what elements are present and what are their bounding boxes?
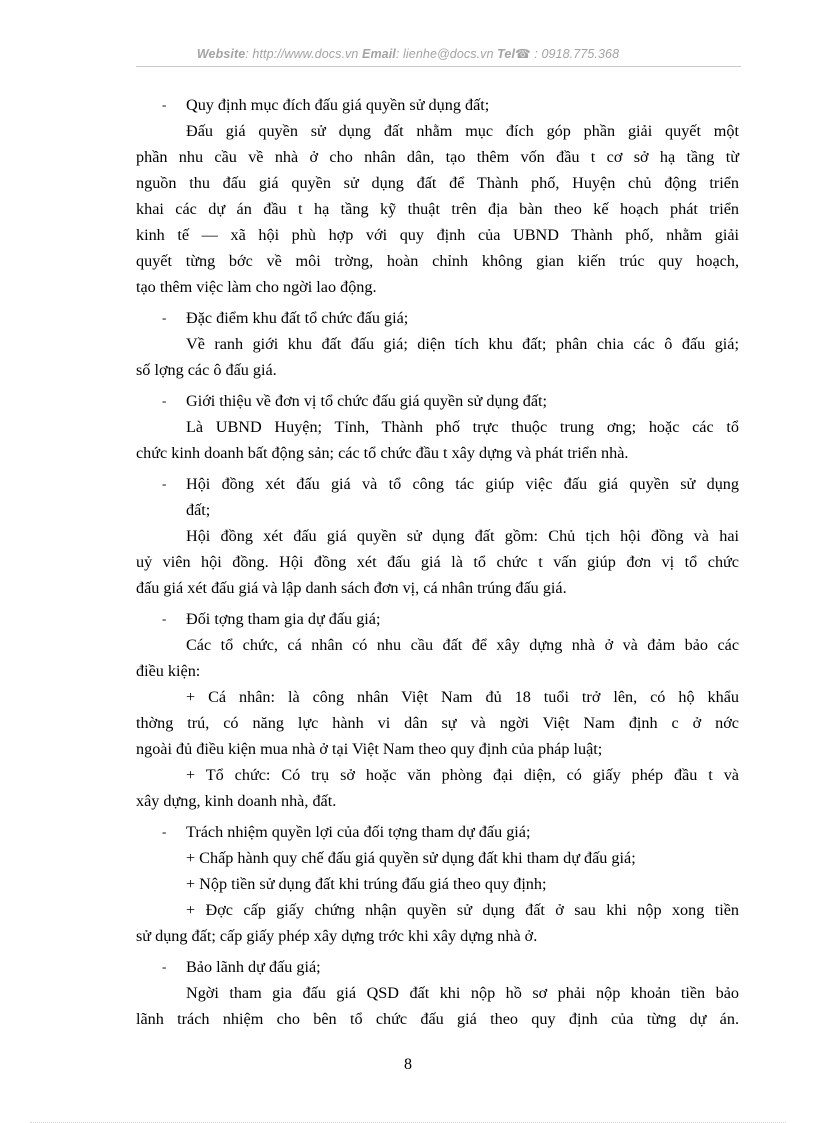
bullet-dash: - <box>162 97 167 112</box>
paragraph-line: uỷ viên hội đồng. Hội đồng xét đấu giá là tổ chức t vấn giúp đơn vị tổ chức <box>136 553 739 571</box>
bullet-dash: - <box>162 611 167 626</box>
paragraph-line: Đấu giá quyền sử dụng đất nhằm mục đích góp phần giải quyết một <box>186 122 739 140</box>
bullet-heading: - Trách nhiệm quyền lợi của đối tợng tham dự đấu giá; <box>136 819 739 845</box>
paragraph-line: điều kiện: <box>136 662 201 680</box>
paragraph-line: Là UBND Huyện; Tỉnh, Thành phố trực thuộc trung ơng; hoặc các tổ <box>186 418 739 436</box>
paragraph-line: ngoài đủ điều kiện mua nhà ở tại Việt Nam theo quy định của pháp luật; <box>136 740 603 758</box>
paragraph-line: Hội đồng xét đấu giá quyền sử dụng đất gồm: Chủ tịch hội đồng và hai <box>186 527 739 545</box>
tel-label: Tel <box>497 47 516 61</box>
paragraph-line: số lợng các ô đấu giá. <box>136 361 277 379</box>
page-header <box>0 46 816 61</box>
bullet-dash: - <box>162 476 167 491</box>
paragraph-line: khai các dự án đầu t hạ tầng kỹ thuật trên địa bàn theo kế hoạch phát triển <box>136 200 739 218</box>
bullet-heading: - Giới thiệu về đơn vị tổ chức đấu giá quyền sử dụng đất; <box>136 388 739 414</box>
bullet-heading: - Đối tợng tham gia dự đấu giá; <box>136 606 739 632</box>
email-value[interactable]: : lienhe@docs.vn <box>395 47 494 61</box>
paragraph-line: thờng trú, có năng lực hành vi dân sự và ngời Việt Nam định c ở nớc <box>136 714 739 732</box>
document-body <box>136 92 739 1032</box>
paragraph-line: tạo thêm việc làm cho ngời lao động. <box>136 278 377 296</box>
paragraph-line: Về ranh giới khu đất đấu giá; diện tích khu đất; phân chia các ô đấu giá; <box>186 335 739 353</box>
paragraph-line: lãnh trách nhiệm cho bên tổ chức đấu giá theo quy định của từng dự án. <box>136 1010 739 1028</box>
bullet-dash: - <box>162 310 167 325</box>
page-number: 8 <box>404 1056 412 1073</box>
bullet-dash: - <box>162 824 167 839</box>
paragraph-line: sử dụng đất; cấp giấy phép xây dựng trớc khi xây dựng nhà ở. <box>136 927 538 945</box>
bullet-heading: - Đặc điểm khu đất tổ chức đấu giá; <box>136 305 739 331</box>
website-label: Website <box>196 47 246 61</box>
paragraph-line: Ngời tham gia đấu giá QSD đất khi nộp hồ sơ phải nộp khoản tiền bảo <box>186 984 739 1002</box>
paragraph-line: quyết từng bớc về môi trờng, hoàn chỉnh không gian kiến trúc quy hoạch, <box>136 252 739 270</box>
paragraph-line: phần nhu cầu về nhà ở cho nhân dân, tạo thêm vốn đầu t cơ sở hạ tầng từ <box>136 148 739 166</box>
paragraph-line: + Đợc cấp giấy chứng nhận quyền sử dụng đất ở sau khi nộp xong tiền <box>186 901 739 919</box>
bullet-heading: - Hội đồng xét đấu giá và tổ công tác giúp việc đấu giá quyền sử dụng <box>136 471 739 497</box>
paragraph-line: + Chấp hành quy chế đấu giá quyền sử dụng đất khi tham dự đấu giá; <box>186 849 636 867</box>
tel-value: ☎ : 0918.775.368 <box>515 47 620 61</box>
paragraph-line: kinh tế — xã hội phù hợp với quy định của UBND Thành phố, nhằm giải <box>136 226 739 244</box>
paragraph-line: + Tổ chức: Có trụ sở hoặc văn phòng đại diện, có giấy phép đầu t và <box>186 766 739 784</box>
paragraph-line: chức kinh doanh bất động sản; các tổ chức đầu t xây dựng và phát triển nhà. <box>136 444 629 462</box>
paragraph-line: Các tổ chức, cá nhân có nhu cầu đất để xây dựng nhà ở và đảm bảo các <box>186 636 739 654</box>
paragraph-line: đấu giá xét đấu giá và lập danh sách đơn vị, cá nhân trúng đấu giá. <box>136 579 567 597</box>
paragraph-line: nguồn thu đấu giá quyền sử dụng đất để Thành phố, Huyện chủ động triển <box>136 174 739 192</box>
header-divider <box>136 66 741 67</box>
paragraph-line: đất; <box>186 501 211 519</box>
paragraph-line: + Nộp tiền sử dụng đất khi trúng đấu giá theo quy định; <box>186 875 547 893</box>
bullet-dash: - <box>162 393 167 408</box>
paragraph-line: xây dựng, kinh doanh nhà, đất. <box>136 792 337 810</box>
email-label: Email <box>362 47 396 61</box>
bullet-heading: - Quy định mục đích đấu giá quyền sử dụng đất; <box>136 92 739 118</box>
bullet-dash: - <box>162 959 167 974</box>
bullet-heading: - Bảo lãnh dự đấu giá; <box>136 954 739 980</box>
paragraph-line: + Cá nhân: là công nhân Việt Nam đủ 18 tuổi trở lên, có hộ khẩu <box>186 688 739 706</box>
website-value[interactable]: : http://www.docs.vn <box>245 47 359 61</box>
